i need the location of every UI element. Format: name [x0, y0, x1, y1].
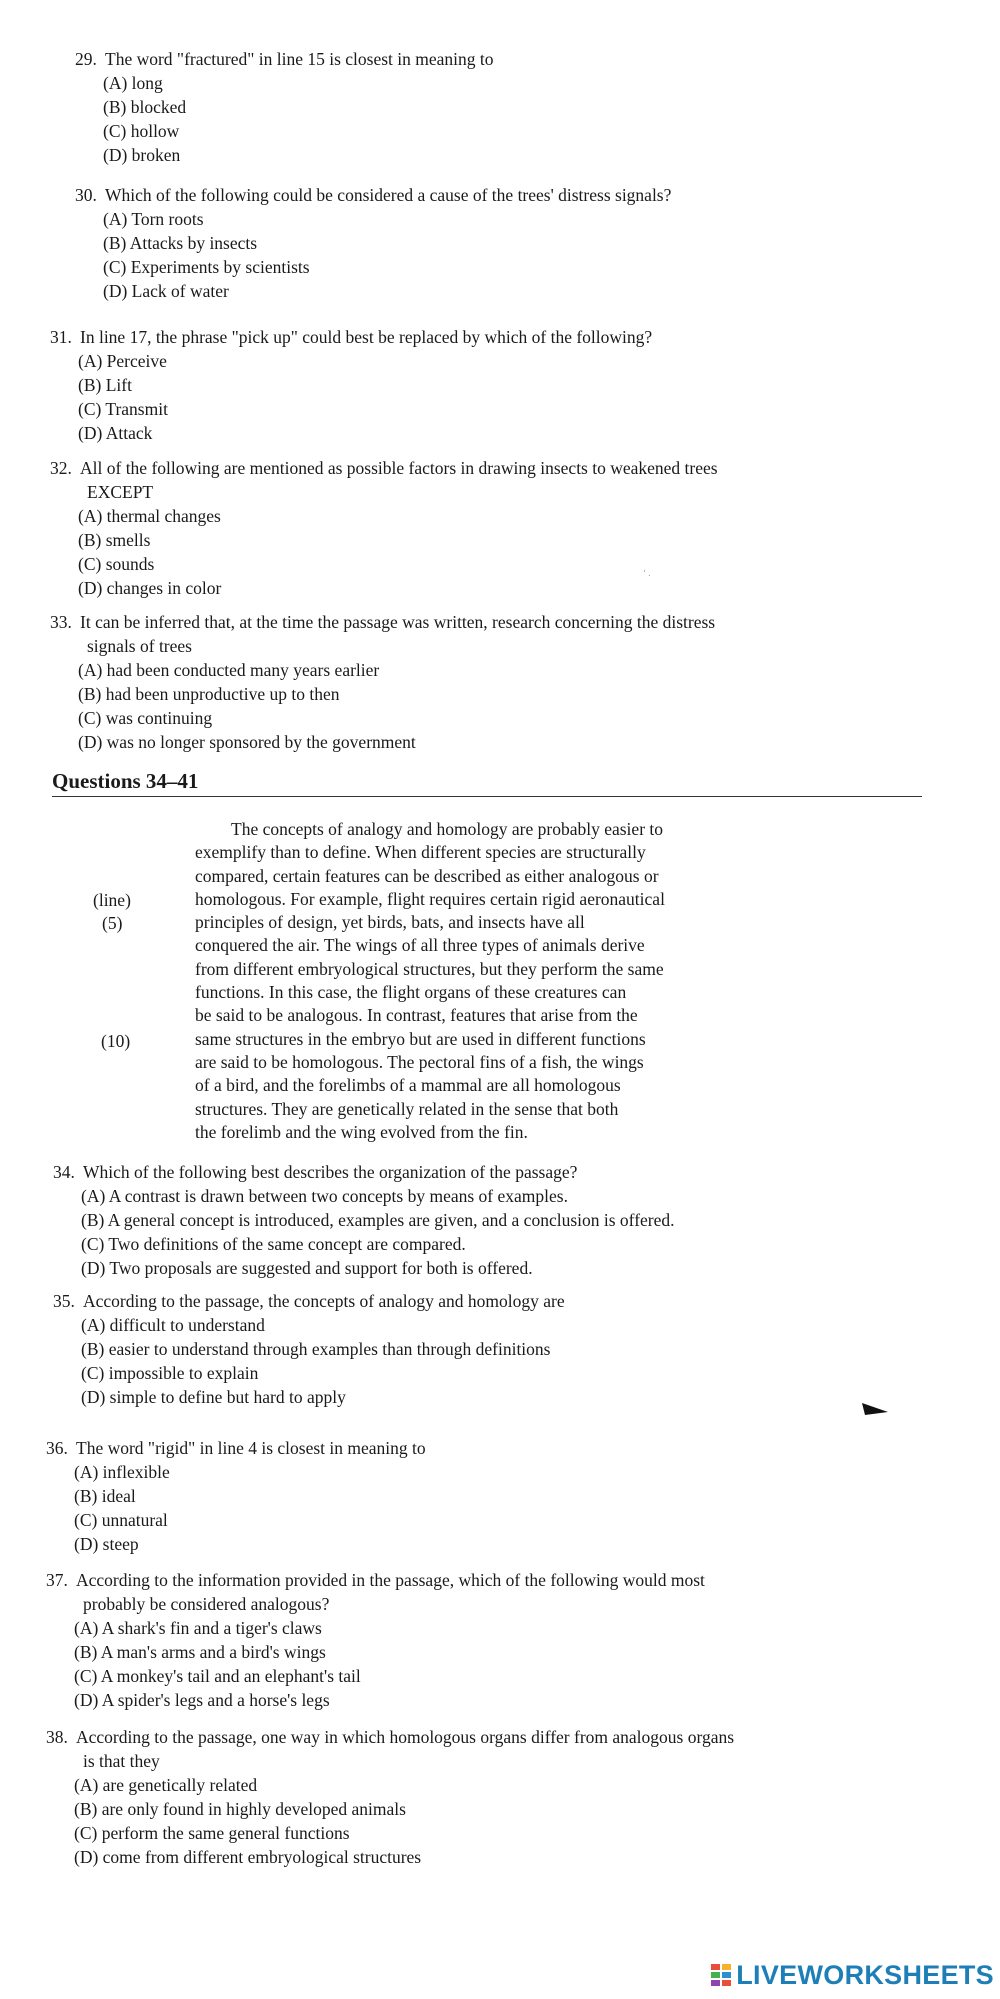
passage-line: be said to be analogous. In contrast, features that arise from the	[195, 1005, 638, 1026]
arrow-pointer-icon	[862, 1403, 888, 1417]
answer-option[interactable]: (D) broken	[103, 145, 181, 165]
question-number: 38.	[46, 1727, 68, 1747]
answer-option[interactable]: (D) Lack of water	[103, 281, 229, 301]
question-38	[46, 1725, 734, 1869]
question-stem	[46, 1568, 705, 1592]
question-stem	[53, 1289, 565, 1313]
passage-line: structures. They are genetically related in the sense that both	[195, 1098, 619, 1119]
line-label: (line)	[93, 890, 131, 910]
question-number: 36.	[46, 1438, 68, 1458]
answer-option[interactable]: (D) Two proposals are suggested and support for both is offered.	[81, 1258, 533, 1278]
section-heading: Questions 34–41	[52, 768, 922, 797]
question-text-continued: probably be considered analogous?	[83, 1594, 330, 1614]
answer-option[interactable]: (D) simple to define but hard to apply	[81, 1387, 346, 1407]
question-stem	[75, 183, 671, 207]
answer-option[interactable]: (B) ideal	[74, 1486, 136, 1506]
question-stem	[50, 610, 715, 634]
answer-option[interactable]: (B) are only found in highly developed animals	[74, 1799, 406, 1819]
answer-option[interactable]: (B) smells	[78, 530, 151, 550]
answer-option[interactable]: (C) Two definitions of the same concept are compared.	[81, 1234, 466, 1254]
passage-line: conquered the air. The wings of all three types of animals derive	[195, 935, 645, 956]
question-33	[50, 610, 715, 754]
passage-line: compared, certain features can be described as either analogous or	[195, 865, 659, 886]
question-text: According to the passage, one way in which homologous organs differ from analogous organs	[76, 1727, 735, 1747]
question-text: The word "fractured" in line 15 is closest in meaning to	[105, 49, 494, 69]
passage-line: of a bird, and the forelimbs of a mammal are all homologous	[195, 1075, 621, 1096]
question-text: Which of the following could be considered a cause of the trees' distress signals?	[105, 185, 672, 205]
line-number-5: (5)	[102, 913, 123, 933]
question-number: 35.	[53, 1291, 75, 1311]
question-text-continued: is that they	[83, 1751, 160, 1771]
answer-option[interactable]: (C) unnatural	[74, 1510, 168, 1530]
question-32	[50, 456, 718, 600]
answer-option[interactable]: (B) Lift	[78, 375, 132, 395]
answer-option[interactable]: (A) long	[103, 73, 163, 93]
answer-option[interactable]: (A) Torn roots	[103, 209, 204, 229]
question-stem	[53, 1160, 675, 1184]
answer-option[interactable]: (C) Transmit	[78, 399, 168, 419]
answer-option[interactable]: (A) Perceive	[78, 351, 167, 371]
question-36	[46, 1436, 426, 1556]
answer-option[interactable]: (C) hollow	[103, 121, 180, 141]
passage-line: exemplify than to define. When different species are structurally	[195, 842, 646, 863]
question-number: 30.	[75, 185, 97, 205]
question-text-continued: signals of trees	[87, 636, 192, 656]
answer-option[interactable]: (C) perform the same general functions	[74, 1823, 350, 1843]
answer-option[interactable]: (C) A monkey's tail and an elephant's tail	[74, 1666, 361, 1686]
answer-option[interactable]: (D) Attack	[78, 423, 153, 443]
answer-option[interactable]: (D) was no longer sponsored by the government	[78, 732, 416, 752]
answer-option[interactable]: (D) A spider's legs and a horse's legs	[74, 1690, 330, 1710]
question-number: 31.	[50, 327, 72, 347]
answer-option[interactable]: (D) come from different embryological structures	[74, 1847, 422, 1867]
question-text: Which of the following best describes the organization of the passage?	[83, 1162, 578, 1182]
passage-line: the forelimb and the wing evolved from the fin.	[195, 1121, 528, 1142]
liveworksheets-watermark[interactable]	[710, 1958, 994, 1992]
question-stem	[50, 325, 652, 349]
question-text: According to the information provided in the passage, which of the following would most	[76, 1570, 705, 1590]
answer-option[interactable]: (A) thermal changes	[78, 506, 221, 526]
question-29	[75, 47, 494, 167]
question-text: The word "rigid" in line 4 is closest in meaning to	[76, 1438, 426, 1458]
passage-line: same structures in the embryo but are used in different functions	[195, 1028, 646, 1049]
question-text: In line 17, the phrase "pick up" could best be replaced by which of the following?	[80, 327, 653, 347]
question-number: 34.	[53, 1162, 75, 1182]
answer-option[interactable]: (A) difficult to understand	[81, 1315, 265, 1335]
answer-option[interactable]: (C) Experiments by scientists	[103, 257, 310, 277]
passage-line: homologous. For example, flight requires certain rigid aeronautical	[195, 888, 665, 909]
answer-option[interactable]: (B) blocked	[103, 97, 187, 117]
passage-line: principles of design, yet birds, bats, and insects have all	[195, 912, 585, 933]
question-stem	[46, 1725, 734, 1749]
reading-passage	[195, 818, 815, 1144]
answer-option[interactable]: (A) A shark's fin and a tiger's claws	[74, 1618, 322, 1638]
answer-option[interactable]: (B) A general concept is introduced, examples are given, and a conclusion is offered.	[81, 1210, 675, 1230]
answer-option[interactable]: (A) inflexible	[74, 1462, 170, 1482]
answer-option[interactable]: (A) are genetically related	[74, 1775, 258, 1795]
answer-option[interactable]: (D) changes in color	[78, 578, 222, 598]
answer-option[interactable]: (A) had been conducted many years earlier	[78, 660, 380, 680]
answer-option[interactable]: (D) steep	[74, 1534, 139, 1554]
answer-option[interactable]: (C) sounds	[78, 554, 155, 574]
question-35	[53, 1289, 565, 1409]
answer-option[interactable]: (C) was continuing	[78, 708, 213, 728]
liveworksheets-logo-icon	[710, 1962, 732, 1988]
answer-option[interactable]: (B) Attacks by insects	[103, 233, 258, 253]
watermark-text: LIVEWORKSHEETS	[736, 1959, 994, 1990]
passage-line: functions. In this case, the flight organs of these creatures can	[195, 982, 627, 1003]
answer-option[interactable]: (B) A man's arms and a bird's wings	[74, 1642, 326, 1662]
question-30	[75, 183, 671, 303]
answer-option[interactable]: (B) easier to understand through examples than through definitions	[81, 1339, 551, 1359]
passage-line: are said to be homologous. The pectoral fins of a fish, the wings	[195, 1051, 644, 1072]
passage-line: The concepts of analogy and homology are probably easier to	[231, 819, 664, 839]
question-31	[50, 325, 652, 445]
question-number: 37.	[46, 1570, 68, 1590]
answer-option[interactable]: (C) impossible to explain	[81, 1363, 259, 1383]
answer-option[interactable]: (B) had been unproductive up to then	[78, 684, 340, 704]
answer-option[interactable]: (A) A contrast is drawn between two concepts by means of examples.	[81, 1186, 568, 1206]
question-stem	[75, 47, 494, 71]
question-stem	[50, 456, 718, 480]
question-stem	[46, 1436, 426, 1460]
question-text-continued: EXCEPT	[87, 482, 154, 502]
question-text: It can be inferred that, at the time the passage was written, research concerning the distress	[80, 612, 716, 632]
passage-line: from different embryological structures, but they perform the same	[195, 958, 664, 979]
question-37	[46, 1568, 705, 1712]
scan-speck: ʻ .	[643, 568, 651, 578]
question-number: 29.	[75, 49, 97, 69]
question-number: 33.	[50, 612, 72, 632]
question-text: According to the passage, the concepts of analogy and homology are	[83, 1291, 565, 1311]
question-text: All of the following are mentioned as possible factors in drawing insects to weakened trees	[80, 458, 718, 478]
question-number: 32.	[50, 458, 72, 478]
question-34	[53, 1160, 675, 1280]
line-number-10: (10)	[101, 1031, 131, 1051]
